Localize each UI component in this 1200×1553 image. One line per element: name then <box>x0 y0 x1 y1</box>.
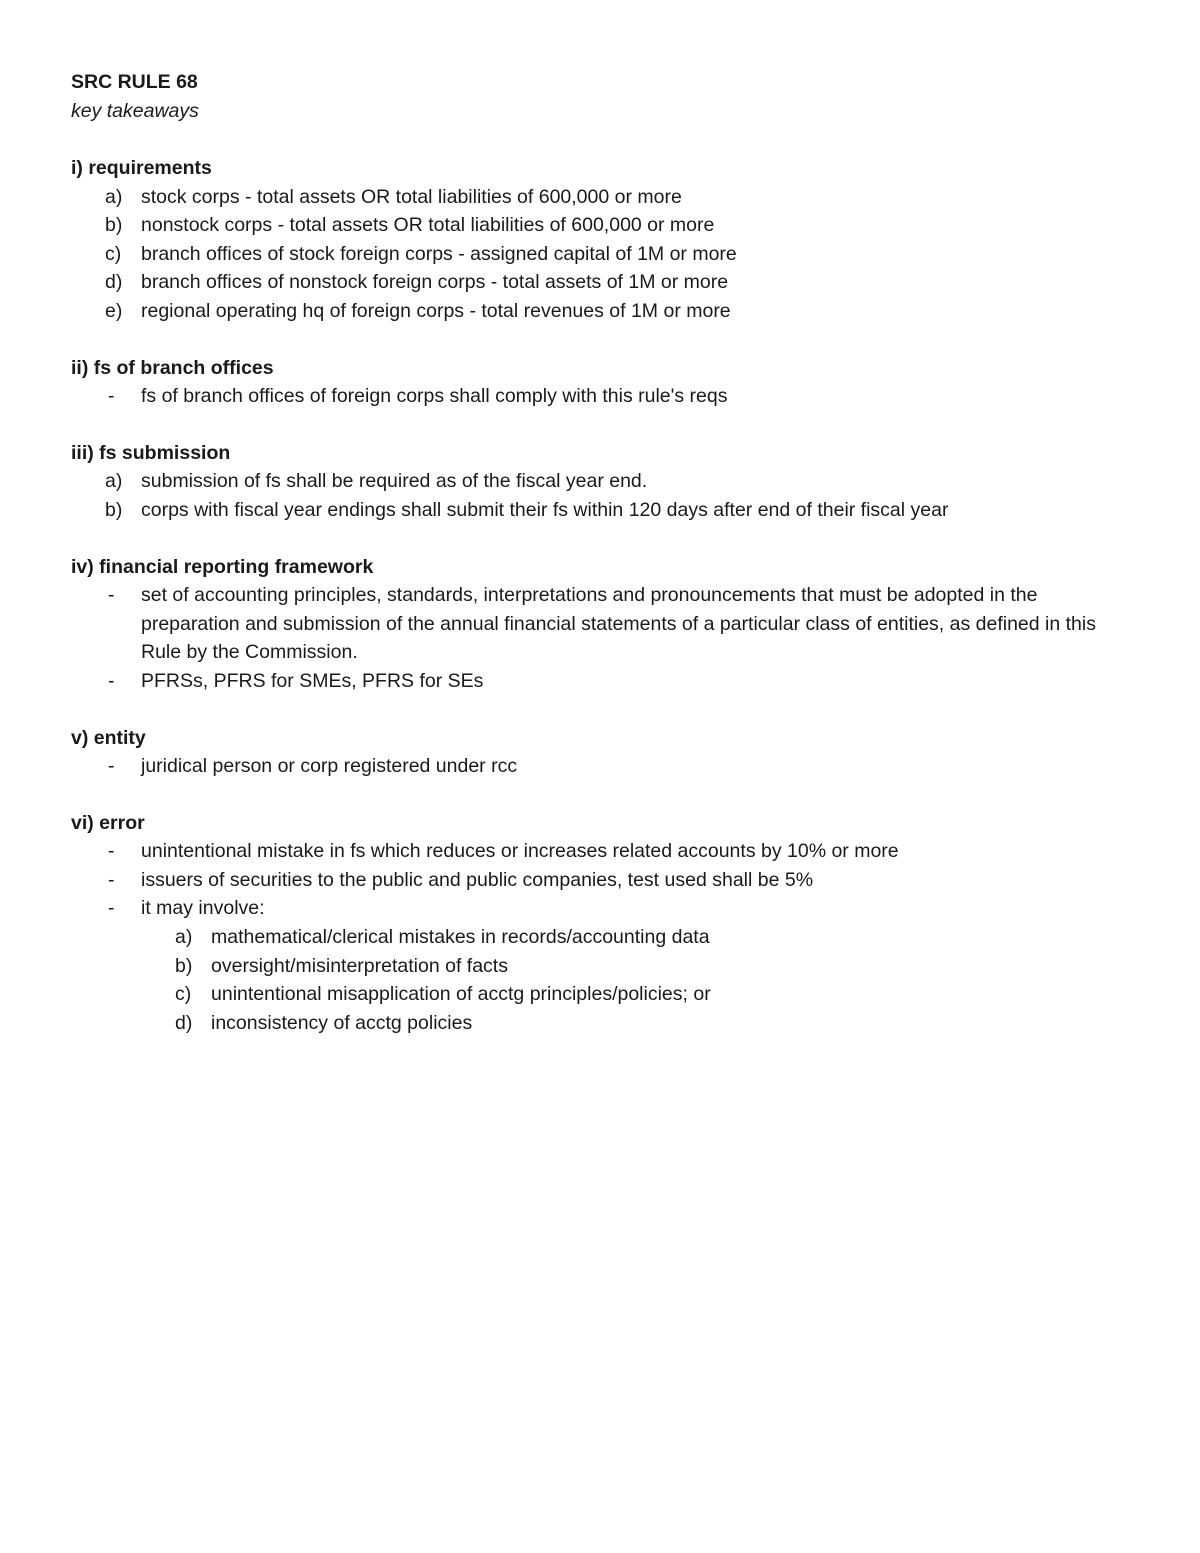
list-item-text: nonstock corps - total assets OR total liabilities of 600,000 or more <box>141 214 715 237</box>
list-item <box>71 211 1131 240</box>
list-item <box>71 866 1131 895</box>
list-item-text: juridical person or corp registered under rcc <box>141 755 518 778</box>
list-item-text: stock corps - total assets OR total liabilities of 600,000 or more <box>141 185 682 208</box>
list-item-text: unintentional mistake in fs which reduces or increases related accounts by 10% or more <box>141 840 899 863</box>
list-marker: d) <box>105 271 123 294</box>
section-requirements <box>71 154 1131 326</box>
list-item-text: set of accounting principles, standards, interpretations and pronouncements that must be adopted in the preparation and submission of the annual financial statements of a particular class of entities, as defined in this Rule by the Commission. <box>141 584 1096 664</box>
list-item-text: unintentional misapplication of acctg principles/policies; or <box>211 983 711 1006</box>
list-marker: b) <box>105 214 123 237</box>
list-item-text: inconsistency of acctg policies <box>211 1011 473 1034</box>
list-item-text: issuers of securities to the public and public companies, test used shall be 5% <box>141 868 814 891</box>
list-item-text: branch offices of stock foreign corps - assigned capital of 1M or more <box>141 242 737 265</box>
list-marker: - <box>108 897 115 920</box>
section-entity <box>71 724 1131 781</box>
section-heading: vi) error <box>71 811 145 834</box>
list-item-text: regional operating hq of foreign corps - total revenues of 1M or more <box>141 299 731 322</box>
list-item <box>71 382 1131 411</box>
list-marker: - <box>108 868 115 891</box>
section-heading: iii) fs submission <box>71 441 231 464</box>
list-item <box>71 837 1131 866</box>
list-item <box>71 752 1131 781</box>
list-item-text: it may involve: <box>141 897 265 920</box>
section-error <box>71 809 1131 1038</box>
list-item-text: branch offices of nonstock foreign corps - total assets of 1M or more <box>141 271 729 294</box>
list-marker: a) <box>105 470 123 493</box>
nested-list-item <box>71 952 1131 981</box>
list-marker: a) <box>105 185 123 208</box>
section-heading: v) entity <box>71 726 146 749</box>
list-item <box>71 894 1131 923</box>
document-subtitle: key takeaways <box>71 100 199 122</box>
list-item <box>71 496 1131 525</box>
section-financial-reporting-framework <box>71 553 1131 696</box>
list-marker: - <box>108 385 115 408</box>
list-marker: - <box>108 840 115 863</box>
section-fs-of-branch-offices <box>71 354 1131 411</box>
list-item-text: submission of fs shall be required as of the fiscal year end. <box>141 470 648 493</box>
list-item <box>71 183 1131 212</box>
list-item <box>71 467 1131 496</box>
list-marker: - <box>108 584 115 607</box>
section-fs-submission <box>71 439 1131 525</box>
nested-list-item <box>71 923 1131 952</box>
list-item <box>71 581 1131 667</box>
list-item <box>71 667 1131 696</box>
list-item <box>71 240 1131 269</box>
list-marker: b) <box>175 954 193 977</box>
list-item-text: fs of branch offices of foreign corps shall comply with this rule's reqs <box>141 385 728 408</box>
list-marker: - <box>108 669 115 692</box>
list-item <box>71 297 1131 326</box>
nested-list-item <box>71 980 1131 1009</box>
section-heading: i) requirements <box>71 157 212 179</box>
list-marker: b) <box>105 498 123 521</box>
section-heading: iv) financial reporting framework <box>71 555 374 578</box>
section-heading: ii) fs of branch offices <box>71 356 274 379</box>
list-marker: a) <box>175 926 193 949</box>
list-item-text: PFRSs, PFRS for SMEs, PFRS for SEs <box>141 669 484 692</box>
document-title: SRC RULE 68 <box>71 71 198 93</box>
nested-list-item <box>71 1009 1131 1038</box>
list-marker: c) <box>105 242 122 265</box>
list-item-text: mathematical/clerical mistakes in records/accounting data <box>211 926 710 949</box>
list-marker: e) <box>105 299 123 322</box>
list-marker: - <box>108 755 115 778</box>
list-marker: c) <box>175 983 192 1006</box>
list-marker: d) <box>175 1011 193 1034</box>
list-item-text: oversight/misinterpretation of facts <box>211 954 508 977</box>
list-item <box>71 268 1131 297</box>
document-page <box>71 68 1131 1037</box>
list-item-text: corps with fiscal year endings shall submit their fs within 120 days after end of their fiscal year <box>141 498 949 521</box>
